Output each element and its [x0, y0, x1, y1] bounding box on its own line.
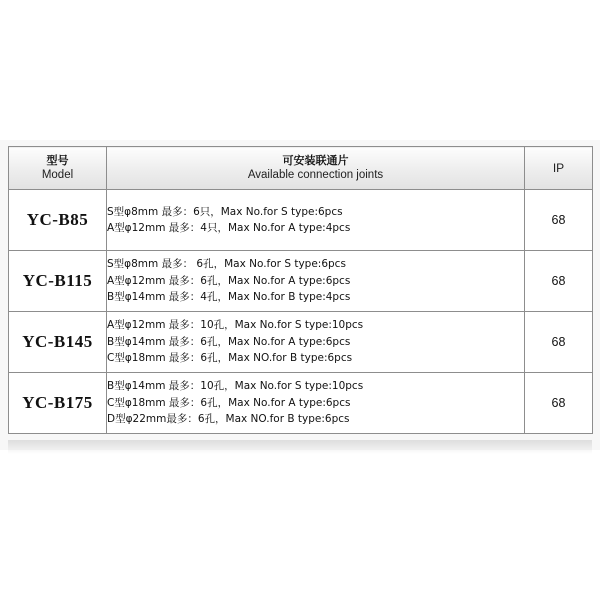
header-joints — [107, 147, 525, 190]
joint-line: C型φ18mm 最多：6孔，Max NO.for B type:6pcs — [107, 352, 353, 365]
table-shadow — [8, 440, 592, 454]
specification-table — [8, 146, 593, 434]
joints-list — [107, 190, 525, 251]
header-joints-cn: 可安装联通片 — [282, 153, 349, 167]
joint-line: B型φ14mm 最多：4孔，Max No.for B type:4pcs — [107, 291, 351, 304]
header-joints-en: Available connection joints — [247, 168, 384, 181]
joint-line: B型φ14mm 最多：6孔，Max No.for A type:6pcs — [107, 335, 351, 348]
table-row — [9, 251, 593, 312]
table-row — [9, 312, 593, 373]
joint-line: A型φ12mm 最多：10孔，Max No.for S type:10pcs — [107, 319, 364, 332]
joint-line: B型φ14mm 最多：10孔，Max No.for S type:10pcs — [107, 380, 364, 393]
joint-line: D型φ22mm最多：6孔，Max NO.for B type:6pcs — [107, 413, 350, 426]
ip-value: 68 — [525, 373, 593, 434]
header-model-en: Model — [41, 168, 74, 181]
joint-line: S型φ8mm 最多：6只，Max No.for S type:6pcs — [107, 205, 343, 218]
joint-line: C型φ18mm 最多：6孔，Max No.for A type:6pcs — [107, 396, 351, 409]
joint-line: S型φ8mm 最多： 6孔，Max No.for S type:6pcs — [107, 258, 346, 271]
header-ip — [525, 147, 593, 190]
table-body — [9, 190, 593, 434]
table-row — [9, 190, 593, 251]
joints-list — [107, 312, 525, 373]
joints-list — [107, 373, 525, 434]
header-model-cn: 型号 — [46, 153, 69, 167]
table-header-row — [9, 147, 593, 190]
ip-value: 68 — [525, 251, 593, 312]
model-value: YC-B175 — [9, 373, 107, 434]
header-ip-label: IP — [552, 161, 565, 175]
model-value: YC-B115 — [9, 251, 107, 312]
ip-value: 68 — [525, 312, 593, 373]
joint-line: A型φ12mm 最多：6孔，Max No.for A type:6pcs — [107, 274, 351, 287]
model-value: YC-B85 — [9, 190, 107, 251]
table-header — [9, 147, 593, 190]
spec-table-container — [8, 146, 592, 434]
joints-list — [107, 251, 525, 312]
model-value: YC-B145 — [9, 312, 107, 373]
header-model — [9, 147, 107, 190]
table-row — [9, 373, 593, 434]
ip-value: 68 — [525, 190, 593, 251]
joint-line: A型φ12mm 最多：4只，Max No.for A type:4pcs — [107, 222, 351, 234]
